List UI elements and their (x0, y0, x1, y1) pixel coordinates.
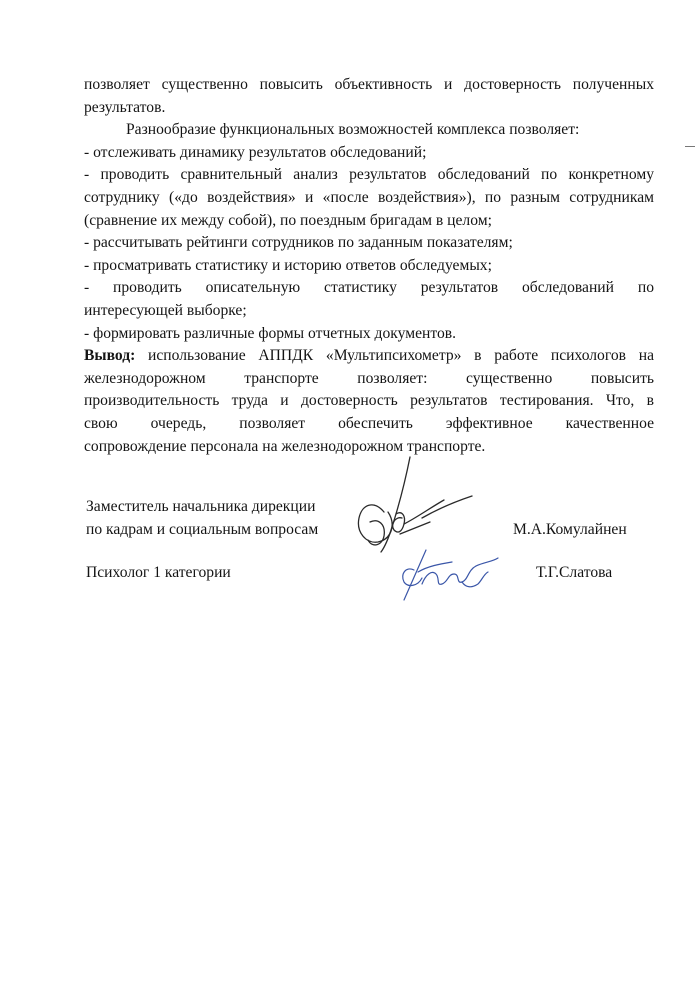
deputy-title-line1: Заместитель начальника дирекции (86, 498, 316, 515)
psychologist-signature (396, 544, 506, 606)
list-item: - проводить сравнительный анализ результатов обследований по конкретному (84, 166, 654, 184)
psychologist-name: Т.Г.Слатова (536, 564, 613, 581)
conclusion-text: использование АППДК «Мультипсихометр» в работе психологов на (135, 347, 654, 365)
margin-mark (685, 146, 695, 147)
conclusion-label: Вывод: (84, 347, 136, 365)
paragraph-line: результатов. (84, 98, 166, 116)
letter-body (84, 74, 654, 458)
conclusion-line: свою очередь, позволяет обеспечить эффективное качественное (84, 414, 654, 432)
conclusion-line: производительность труда и достоверность результатов тестирования. Что, в (84, 392, 654, 410)
psychologist-title: Психолог 1 категории (86, 564, 231, 581)
deputy-title-line2: по кадрам и социальным вопросам (86, 521, 319, 538)
conclusion-line (84, 345, 654, 368)
list-item: - формировать различные формы отчетных документов. (84, 324, 457, 342)
list-item-continuation: (сравнение их между собой), по поездным бригадам в целом; (84, 211, 492, 229)
conclusion-line: железнодорожном транспорте позволяет: существенно повысить (84, 369, 654, 387)
list-item-continuation: сотруднику («до воздействия» и «после воздействия»), по разным сотрудникам (84, 188, 654, 206)
conclusion-line: сопровождение персонала на железнодорожном транспорте. (84, 437, 486, 455)
list-item: - просматривать статистику и историю ответов обследуемых; (84, 256, 492, 274)
capabilities-intro: Разнообразие функциональных возможностей комплекса позволяет: (126, 121, 580, 139)
paragraph-line: позволяет существенно повысить объективность и достоверность полученных (84, 76, 654, 93)
list-item: - рассчитывать рейтинги сотрудников по заданным показателям; (84, 234, 513, 252)
list-item: - проводить описательную статистику результатов обследований по (84, 279, 654, 297)
deputy-name: М.А.Комулайнен (513, 521, 627, 538)
list-item: - отслеживать динамику результатов обследований; (84, 143, 427, 161)
list-item-continuation: интересующей выборке; (84, 301, 247, 319)
